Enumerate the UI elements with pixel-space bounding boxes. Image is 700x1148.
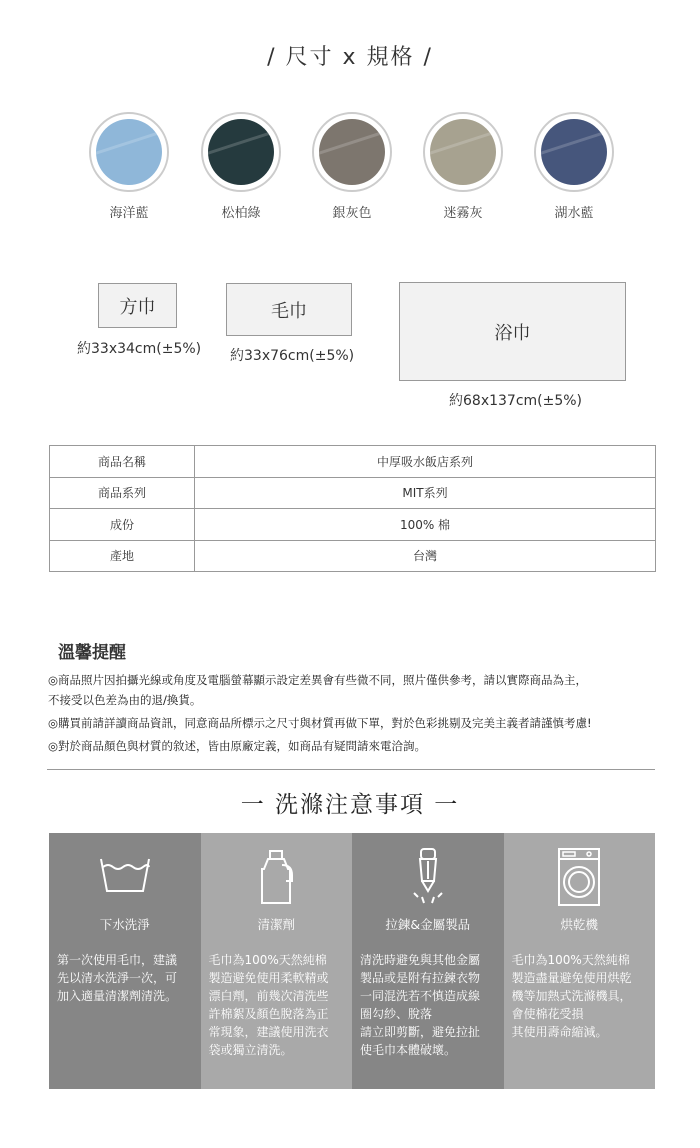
size-box-bath-towel: 浴巾 — [399, 282, 626, 381]
care-item-desc: 第一次使用毛巾，建議 先以清水洗淨一次，可 加入適量清潔劑清洗。 — [57, 953, 178, 1003]
swatch-color — [208, 119, 274, 185]
care-item-desc: 清洗時避免與其他金屬 製品或是附有拉鍊衣物 一同混洗若不慎造成線 圈勾紗、脫落 請立即剪斷，避免拉扯 使毛巾本體破壞。 — [360, 953, 481, 1057]
swatch-color — [319, 119, 385, 185]
care-item-zipper — [352, 833, 504, 1089]
care-item-detergent — [201, 833, 353, 1089]
spec-value: 中厚吸水飯店系列 — [195, 446, 656, 478]
table-row — [50, 477, 656, 509]
swatch-color — [541, 119, 607, 185]
swatch-lake-blue — [531, 112, 617, 221]
size-box-face-towel: 方巾 — [98, 283, 177, 328]
care-item-dryer — [504, 833, 656, 1089]
spec-value: 台灣 — [195, 540, 656, 572]
care-panel — [49, 833, 655, 1089]
size-dims-hand-towel: 約33x76cm(±5%) — [230, 348, 355, 364]
table-row — [50, 509, 656, 541]
swatch-silver-grey — [309, 112, 395, 221]
care-title: 一 洗滌注意事項 一 — [240, 792, 460, 818]
table-row — [50, 446, 656, 478]
care-item-desc: 毛巾為100%天然純棉 製造避免使用柔軟精或 漂白劑，前幾次清洗些 許棉絮及顏色脫落為正 常現象，建議使用洗衣 袋或獨立清洗。 — [208, 953, 329, 1057]
swatch-ring — [534, 112, 614, 192]
spec-value: MIT系列 — [195, 477, 656, 509]
swatch-mist-grey — [420, 112, 506, 221]
notice-line: ◎購買前請詳讀商品資訊，同意商品所標示之尺寸與材質再做下單，對於色彩挑剔及完美主義者請謹慎考慮! — [48, 716, 592, 730]
spec-table — [49, 445, 656, 572]
care-item-wash — [49, 833, 201, 1089]
size-dims-bath-towel: 約68x137cm(±5%) — [449, 393, 583, 409]
notice-line: ◎商品照片因拍攝光線或角度及電腦螢幕顯示設定差異會有些微不同，照片僅供參考，請以實際商品為主， — [48, 673, 588, 687]
spec-key: 商品系列 — [50, 477, 195, 509]
zipper-icon — [352, 845, 504, 915]
notice-line: ◎對於商品顏色與材質的敘述，皆由原廠定義，如商品有疑問請來電洽詢。 — [48, 739, 427, 753]
notice-title: 溫馨提醒 — [58, 643, 126, 663]
detergent-bottle-icon — [201, 845, 353, 915]
care-item-name: 烘乾機 — [560, 917, 598, 932]
swatch-color — [430, 119, 496, 185]
size-dims-face-towel: 約33x34cm(±5%) — [77, 341, 202, 357]
swatch-ring — [89, 112, 169, 192]
table-row — [50, 540, 656, 572]
page-title: / 尺寸 x 規格 / — [267, 45, 433, 70]
swatch-color — [96, 119, 162, 185]
care-item-name: 清潔劑 — [257, 917, 295, 932]
spec-key: 成份 — [50, 509, 195, 541]
care-item-name: 拉鍊&金屬製品 — [385, 917, 471, 932]
swatch-label: 湖水藍 — [554, 206, 594, 221]
swatch-label: 海洋藍 — [109, 206, 149, 221]
care-item-name: 下水洗淨 — [99, 917, 150, 932]
swatch-ocean-blue — [86, 112, 172, 221]
swatch-label: 迷霧灰 — [443, 206, 483, 221]
notice-line: 不接受以色差為由的退/換貨。 — [48, 693, 202, 707]
swatch-label: 松柏綠 — [221, 206, 261, 221]
swatch-ring — [423, 112, 503, 192]
spec-value: 100% 棉 — [195, 509, 656, 541]
swatch-label: 銀灰色 — [332, 206, 372, 221]
size-box-hand-towel: 毛巾 — [226, 283, 352, 336]
spec-key: 產地 — [50, 540, 195, 572]
spec-key: 商品名稱 — [50, 446, 195, 478]
swatch-pine-green — [198, 112, 284, 221]
washbasin-icon — [49, 845, 201, 915]
swatch-ring — [201, 112, 281, 192]
divider — [47, 769, 655, 770]
swatch-ring — [312, 112, 392, 192]
dryer-icon — [504, 845, 656, 915]
care-item-desc: 毛巾為100%天然純棉 製造盡量避免使用烘乾 機等加熱式洗滌機具， 會使棉花受損 其使用壽命縮減。 — [511, 953, 632, 1039]
